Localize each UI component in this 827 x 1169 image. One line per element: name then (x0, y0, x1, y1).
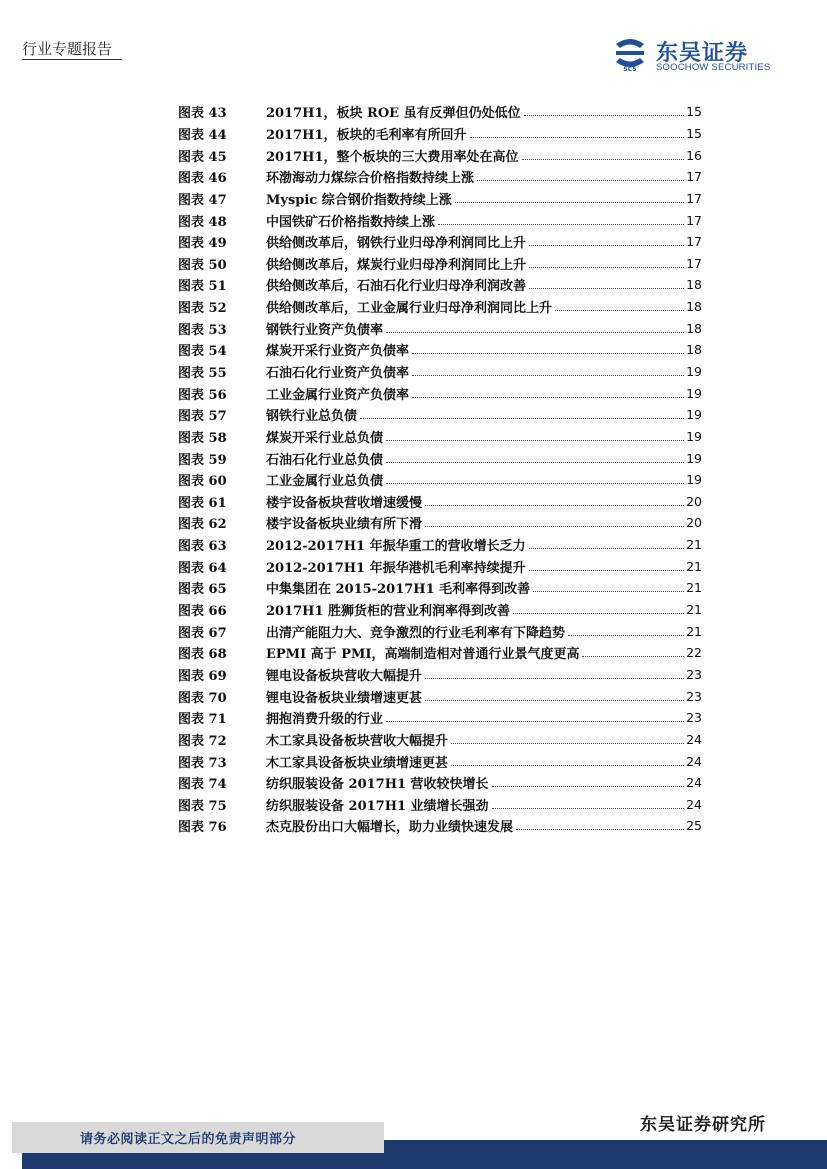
toc-dot-leader (386, 440, 684, 441)
toc-entry[interactable] (178, 426, 702, 448)
toc-entry-page: 24 (686, 796, 702, 812)
toc-entry[interactable] (178, 382, 702, 404)
toc-entry-label: 图表 58 (178, 430, 227, 446)
toc-entry-page: 19 (686, 385, 702, 401)
toc-dot-leader (529, 548, 684, 549)
toc-entry-title[interactable]: 楼宇设备板块营收增速缓慢 (266, 495, 423, 511)
toc-entry-page: 19 (686, 472, 702, 488)
toc-entry-title[interactable]: 楼宇设备板块业绩有所下滑 (266, 517, 423, 533)
toc-entry-title[interactable]: 煤炭开采行业总负债 (266, 430, 384, 446)
toc-entry-label: 图表 64 (178, 560, 227, 576)
toc-entry[interactable] (178, 317, 702, 339)
toc-entry[interactable] (178, 815, 702, 837)
toc-entry-title[interactable]: 锂电设备板块业绩增速更甚 (266, 690, 423, 706)
toc-entry-page: 21 (686, 623, 702, 639)
toc-entry-page: 19 (686, 428, 702, 444)
toc-entry-title[interactable]: 2017H1 胜狮货柜的营业利润率得到改善 (266, 604, 511, 620)
toc-entry-page: 18 (686, 299, 702, 315)
toc-entry-page: 24 (686, 775, 702, 791)
toc-entry-title[interactable]: 供给侧改革后，钢铁行业归母净利润同比上升 (266, 236, 527, 252)
logo-mark-icon (612, 36, 648, 72)
toc-entry-title[interactable]: 中国铁矿石价格指数持续上涨 (266, 214, 436, 230)
toc-dot-leader (492, 786, 684, 787)
toc-entry-label: 图表 76 (178, 820, 227, 836)
toc-entry-page: 23 (686, 710, 702, 726)
toc-entry-label: 图表 46 (178, 171, 227, 187)
toc-entry-title[interactable]: 2012-2017H1 年振华重工的营收增长乏力 (266, 539, 526, 555)
toc-entry-page: 18 (686, 320, 702, 336)
toc-entry-label: 图表 69 (178, 668, 227, 684)
toc-entry-label: 图表 71 (178, 712, 227, 728)
toc-entry-title[interactable]: 2017H1，板块的毛利率有所回升 (266, 127, 467, 143)
toc-entry[interactable] (178, 123, 702, 145)
toc-dot-leader (455, 202, 684, 203)
toc-entry[interactable] (178, 491, 702, 513)
toc-entry-page: 19 (686, 450, 702, 466)
toc-entry-page: 17 (686, 255, 702, 271)
toc-dot-leader (470, 137, 684, 138)
toc-dot-leader (425, 526, 684, 527)
toc-entry-title[interactable]: 工业金属行业资产负债率 (266, 387, 410, 403)
toc-entry-title[interactable]: 石油石化行业总负债 (266, 452, 384, 468)
toc-entry[interactable] (178, 555, 702, 577)
toc-dot-leader (529, 288, 684, 289)
svg-text:SCS: SCS (623, 66, 637, 72)
toc-entry-page: 18 (686, 277, 702, 293)
toc-entry[interactable] (178, 772, 702, 794)
toc-entry-label: 图表 63 (178, 539, 227, 555)
footer-disclaimer-note: 请务必阅读正文之后的免责声明部分 (80, 1132, 297, 1147)
toc-entry-label: 图表 66 (178, 604, 227, 620)
toc-entry[interactable] (178, 642, 702, 664)
toc-entry-page: 17 (686, 234, 702, 250)
toc-entry-title[interactable]: EPMI 高于 PMI，高端制造相对普通行业景气度更高 (266, 647, 580, 663)
brand-logo (612, 36, 782, 78)
toc-entry-title[interactable]: 2017H1，板块 ROE 虽有反弹但仍处低位 (266, 106, 521, 122)
toc-entry[interactable] (178, 209, 702, 231)
toc-entry-label: 图表 52 (178, 301, 227, 317)
toc-entry-title[interactable]: 木工家具设备板块营收大幅提升 (266, 733, 449, 749)
toc-entry-label: 图表 68 (178, 647, 227, 663)
toc-entry-page: 15 (686, 104, 702, 120)
toc-entry-label: 图表 55 (178, 366, 227, 381)
toc-entry[interactable] (178, 144, 702, 166)
toc-entry[interactable] (178, 361, 702, 383)
toc-dot-leader (516, 829, 684, 830)
toc-dot-leader (524, 115, 684, 116)
footer-organization: 东吴证券研究所 (640, 1115, 766, 1135)
toc-entry-title[interactable]: 供给侧改革后，石油石化行业归母净利润改善 (266, 279, 527, 295)
toc-entry[interactable] (178, 599, 702, 621)
toc-entry-page: 24 (686, 731, 702, 747)
toc-dot-leader (568, 635, 684, 636)
toc-dot-leader (451, 765, 684, 766)
toc-entry[interactable] (178, 166, 702, 188)
toc-dot-leader (412, 353, 684, 354)
toc-entry-page: 17 (686, 190, 702, 206)
toc-entry[interactable] (178, 296, 702, 318)
toc-entry-title[interactable]: 煤炭开采行业资产负债率 (266, 344, 410, 360)
toc-dot-leader (438, 224, 684, 225)
toc-entry-label: 图表 43 (178, 106, 227, 122)
toc-entry-page: 21 (686, 602, 702, 618)
toc-dot-leader (513, 613, 684, 614)
toc-dot-leader (529, 245, 684, 246)
toc-entry-label: 图表 73 (178, 755, 227, 771)
toc-entry-title[interactable]: 纺织服装设备 2017H1 业绩增长强劲 (266, 798, 489, 814)
toc-entry-title[interactable]: 出清产能阻力大、竞争激烈的行业毛利率有下降趋势 (266, 625, 566, 641)
toc-entry-label: 图表 60 (178, 474, 227, 490)
toc-entry-title[interactable]: 木工家具设备板块业绩增速更甚 (266, 755, 449, 771)
toc-entry-label: 图表 49 (178, 236, 227, 252)
toc-entry[interactable] (178, 707, 702, 729)
toc-entry[interactable] (178, 339, 702, 361)
toc-dot-leader (425, 678, 684, 679)
toc-entry[interactable] (178, 620, 702, 642)
toc-entry-label: 图表 59 (178, 452, 227, 468)
toc-entry-label: 图表 72 (178, 733, 227, 749)
toc-dot-leader (425, 505, 684, 506)
toc-entry-title[interactable]: 钢铁行业总负债 (266, 409, 358, 425)
toc-entry-label: 图表 65 (178, 582, 227, 598)
toc-entry-label: 图表 70 (178, 690, 227, 706)
toc-entry-label: 图表 56 (178, 387, 227, 403)
toc-entry-page: 18 (686, 342, 702, 358)
toc-entry-title[interactable]: 钢铁行业资产负债率 (266, 322, 384, 338)
toc-entry-label: 图表 62 (178, 517, 227, 533)
toc-entry-title[interactable]: 石油石化行业资产负债率 (266, 366, 410, 381)
toc-entry-page: 24 (686, 753, 702, 769)
toc-entry[interactable] (178, 231, 702, 253)
toc-entry-title[interactable]: 工业金属行业总负债 (266, 474, 384, 490)
toc-dot-leader (492, 808, 684, 809)
toc-entry[interactable] (178, 101, 702, 123)
toc-dot-leader (555, 310, 684, 311)
toc-entry-page: 20 (686, 493, 702, 509)
toc-entry-title[interactable]: 环渤海动力煤综合价格指数持续上涨 (266, 171, 475, 187)
toc-entry-title[interactable]: Myspic 综合钢价指数持续上涨 (266, 192, 452, 208)
toc-entry-label: 图表 54 (178, 344, 227, 360)
toc-entry[interactable] (178, 188, 702, 210)
toc-entry-label: 图表 48 (178, 214, 227, 230)
toc-entry-label: 图表 61 (178, 495, 227, 511)
toc-entry[interactable] (178, 729, 702, 751)
toc-entry-title[interactable]: 纺织服装设备 2017H1 营收较快增长 (266, 777, 489, 793)
logo-chinese-name: 东吴证券 (656, 41, 749, 66)
toc-entry[interactable] (178, 577, 702, 599)
toc-entry-label: 图表 47 (178, 192, 227, 208)
toc-dot-leader (425, 700, 684, 701)
toc-dot-leader (582, 656, 684, 657)
toc-dot-leader (386, 332, 684, 333)
toc-entry[interactable] (178, 512, 702, 534)
toc-entry-title[interactable]: 拥抱消费升级的行业 (266, 712, 384, 728)
toc-entry-label: 图表 51 (178, 279, 227, 295)
toc-entry-page: 21 (686, 580, 702, 596)
toc-dot-leader (522, 159, 684, 160)
toc-entry-page: 17 (686, 169, 702, 185)
toc-dot-leader (533, 591, 684, 592)
toc-entry-page: 19 (686, 407, 702, 423)
toc-entry-title[interactable]: 锂电设备板块营收大幅提升 (266, 668, 423, 684)
toc-dot-leader (477, 180, 684, 181)
toc-entry-page: 16 (686, 147, 702, 163)
toc-dot-leader (451, 743, 684, 744)
toc-dot-leader (529, 267, 684, 268)
toc-entry-title[interactable]: 供给侧改革后，煤炭行业归母净利润同比上升 (266, 257, 527, 273)
toc-entry-page: 21 (686, 537, 702, 553)
toc-entry[interactable] (178, 447, 702, 469)
toc-entry-label: 图表 75 (178, 798, 227, 814)
toc-entry[interactable] (178, 252, 702, 274)
toc-entry-title[interactable]: 杰克股份出口大幅增长，助力业绩快速发展 (266, 820, 514, 836)
toc-entry[interactable] (178, 274, 702, 296)
toc-entry-title[interactable]: 供给侧改革后，工业金属行业归母净利润同比上升 (266, 301, 553, 317)
toc-dot-leader (412, 397, 684, 398)
toc-entry-label: 图表 57 (178, 409, 227, 425)
toc-entry-label: 图表 74 (178, 777, 227, 793)
toc-dot-leader (412, 375, 684, 376)
toc-entry-page: 17 (686, 212, 702, 228)
toc-entry-label: 图表 50 (178, 257, 227, 273)
toc-entry[interactable] (178, 469, 702, 491)
toc-entry-page: 19 (686, 364, 702, 379)
figure-index-list (178, 101, 702, 837)
toc-dot-leader (360, 418, 684, 419)
header-underline (22, 59, 122, 60)
toc-entry-page: 23 (686, 666, 702, 682)
toc-entry-label: 图表 53 (178, 322, 227, 338)
toc-entry-page: 21 (686, 558, 702, 574)
toc-entry[interactable] (178, 750, 702, 772)
toc-entry-page: 22 (686, 645, 702, 661)
toc-dot-leader (386, 483, 684, 484)
toc-dot-leader (529, 570, 684, 571)
toc-entry[interactable] (178, 685, 702, 707)
toc-entry-page: 15 (686, 125, 702, 141)
report-type-title: 行业专题报告 (22, 40, 113, 58)
toc-dot-leader (386, 462, 684, 463)
toc-entry-title[interactable]: 中集集团在 2015-2017H1 毛利率得到改善 (266, 582, 531, 598)
toc-entry-label: 图表 45 (178, 149, 227, 165)
toc-entry-page: 25 (686, 818, 702, 834)
toc-dot-leader (386, 721, 684, 722)
logo-english-name: SOOCHOW SECURITIES (656, 62, 771, 73)
toc-entry-title[interactable]: 2012-2017H1 年振华港机毛利率持续提升 (266, 560, 526, 576)
toc-entry[interactable] (178, 794, 702, 816)
toc-entry-title[interactable]: 2017H1，整个板块的三大费用率处在高位 (266, 149, 519, 165)
toc-entry-page: 23 (686, 688, 702, 704)
toc-entry-label: 图表 67 (178, 625, 227, 641)
toc-entry[interactable] (178, 664, 702, 686)
toc-entry[interactable] (178, 534, 702, 556)
toc-entry-label: 图表 44 (178, 127, 227, 143)
toc-entry-page: 20 (686, 515, 702, 531)
toc-entry[interactable] (178, 404, 702, 426)
